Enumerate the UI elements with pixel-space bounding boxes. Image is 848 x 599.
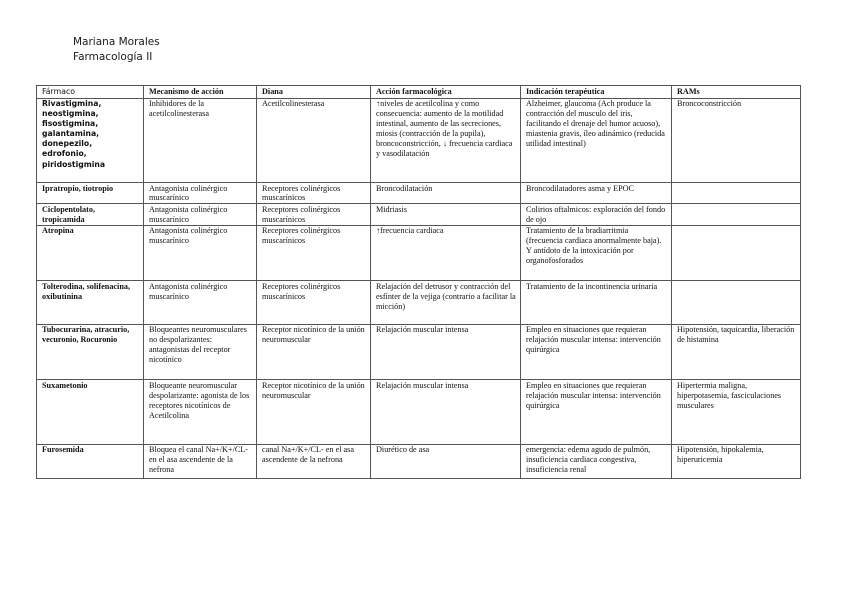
drug-cell: Ipratropio, tiotropio — [37, 183, 144, 204]
mechanism-cell: Antagonista colinérgico muscarínico — [144, 183, 257, 204]
rams-cell — [672, 281, 801, 325]
action-cell: Relajación muscular intensa — [371, 324, 521, 380]
table-row — [37, 98, 801, 183]
indication-cell: Tratamiento de la bradiarritmia (frecuencia cardiaca anormalmente baja). Y antídoto de la intoxicación por organofosforados — [521, 225, 672, 281]
table-row — [37, 183, 801, 204]
mechanism-cell: Inhibidores de la acetilcolinesterasa — [144, 98, 257, 183]
target-cell: Receptor nicotínico de la unión neuromuscular — [257, 324, 371, 380]
rams-cell: Hipotensión, hipokalemia, hiperuricemia — [672, 444, 801, 479]
column-header: Mecanismo de acción — [144, 86, 257, 99]
rams-cell — [672, 225, 801, 281]
target-cell: Acetilcolinesterasa — [257, 98, 371, 183]
table-row — [37, 204, 801, 226]
drug-cell: Furosemida — [37, 444, 144, 479]
indication-cell: Broncodilatadores asma y EPOC — [521, 183, 672, 204]
document-header — [73, 35, 160, 65]
indication-cell: Tratamiento de la incontinencia urinaria — [521, 281, 672, 325]
action-cell: Relajación muscular intensa — [371, 380, 521, 445]
mechanism-cell: Bloqueantes neuromusculares no despolarizantes: antagonistas del receptor nicotínico — [144, 324, 257, 380]
column-header: Acción farmacológica — [371, 86, 521, 99]
author-name: Mariana Morales — [73, 36, 160, 48]
target-cell: Receptor nicotínico de la unión neuromuscular — [257, 380, 371, 445]
table-row — [37, 444, 801, 479]
column-header: Diana — [257, 86, 371, 99]
target-cell: Receptores colinérgicos muscarínicos — [257, 225, 371, 281]
rams-cell: Hipertermia maligna, hiperpotasemia, fasciculaciones musculares — [672, 380, 801, 445]
indication-cell: Empleo en situaciones que requieran relajación muscular intensa: intervención quirúrgica — [521, 380, 672, 445]
table-row — [37, 281, 801, 325]
table-row — [37, 324, 801, 380]
subject-name: Farmacología II — [73, 51, 153, 63]
action-cell: Broncodilatación — [371, 183, 521, 204]
action-cell: Relajación del detrusor y contracción del esfínter de la vejiga (contrario a facilitar la micción) — [371, 281, 521, 325]
rams-cell: Broncoconstricción — [672, 98, 801, 183]
target-cell: Receptores colinérgicos muscarínicos — [257, 183, 371, 204]
indication-cell: emergencia: edema agudo de pulmón, insuficiencia cardiaca congestiva, insuficiencia renal — [521, 444, 672, 479]
action-cell: ↑frecuencia cardiaca — [371, 225, 521, 281]
mechanism-cell: Antagonista colinérgico muscarínico — [144, 281, 257, 325]
mechanism-cell: Bloquea el canal Na+/K+/CL- en el asa ascendente de la nefrona — [144, 444, 257, 479]
action-cell: Diurético de asa — [371, 444, 521, 479]
column-header: Indicación terapéutica — [521, 86, 672, 99]
target-cell: Receptores colinérgicos muscarínicos — [257, 204, 371, 226]
indication-cell: Empleo en situaciones que requieran relajación muscular intensa: intervención quirúrgica — [521, 324, 672, 380]
column-header: Fármaco — [37, 86, 144, 99]
drug-cell: Rivastigmina, neostigmina, fisostigmina, galantamina, donepezilo, edrofonio, piridostigmina — [37, 98, 144, 183]
drug-cell: Ciclopentolato, tropicamida — [37, 204, 144, 226]
rams-cell — [672, 204, 801, 226]
indication-cell: Colirios oftalmicos: exploración del fondo de ojo — [521, 204, 672, 226]
action-cell: ↑niveles de acetilcolina y como consecuencia: aumento de la motilidad intestinal, aumento de las secreciones, miosis (contracción de la pupila), broncoconstricción, ↓ frecuencia cardiaca y vasodilatación — [371, 98, 521, 183]
table-header-row — [37, 86, 801, 99]
drug-cell: Tolterodina, solifenacina, oxibutinina — [37, 281, 144, 325]
drug-cell: Atropina — [37, 225, 144, 281]
target-cell: Receptores colinérgicos muscarínicos — [257, 281, 371, 325]
rams-cell — [672, 183, 801, 204]
mechanism-cell: Antagonista colinérgico muscarínico — [144, 204, 257, 226]
drug-cell: Tubocurarina, atracurio, vecuronio, Rocuronio — [37, 324, 144, 380]
table-row — [37, 380, 801, 445]
action-cell: Midriasis — [371, 204, 521, 226]
indication-cell: Alzheimer, glaucoma (Ach produce la contracción del musculo del iris, facilitando el drenaje del humor acuoso), miastenia gravis, íleo adinámico (reducida utilidad intestinal) — [521, 98, 672, 183]
rams-cell: Hipotensión, taquicardia, liberación de histamina — [672, 324, 801, 380]
mechanism-cell: Bloqueante neuromuscular despolarizante: agonista de los receptores nicotínicos de Acetilcolina — [144, 380, 257, 445]
table-row — [37, 225, 801, 281]
mechanism-cell: Antagonista colinérgico muscarínico — [144, 225, 257, 281]
column-header: RAMs — [672, 86, 801, 99]
pharmacology-table — [36, 85, 801, 479]
drug-cell: Suxametonio — [37, 380, 144, 445]
target-cell: canal Na+/K+/CL- en el asa ascendente de la nefrona — [257, 444, 371, 479]
